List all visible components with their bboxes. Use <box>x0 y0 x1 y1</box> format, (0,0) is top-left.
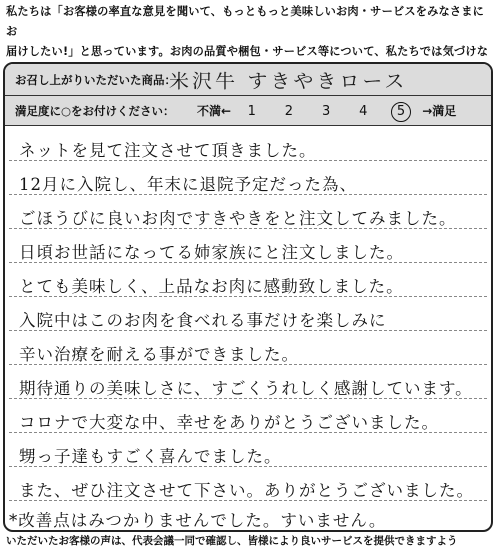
rating-option-3[interactable]: 3 <box>321 104 331 119</box>
comment-line: 12月に入院し、年末に退院予定だった為、 <box>19 175 357 194</box>
rating-option-5-selected[interactable]: 5 <box>391 102 411 122</box>
product-row <box>5 64 491 96</box>
rating-option-1[interactable]: 1 <box>247 104 256 119</box>
comment-line: コロナで大変な中、幸せをありがとうございました。 <box>19 413 439 432</box>
comment-line: 入院中はこのお肉を食べれる事だけを楽しみに <box>19 311 387 330</box>
rating-option-4[interactable]: 4 <box>359 104 368 119</box>
rating-label: 満足度に○をお付けください： <box>15 104 175 118</box>
comment-line: 辛い治療を耐える事ができました。 <box>19 345 299 364</box>
comment-line: *改善点はみつかりませんでした。すいません。 <box>9 511 387 530</box>
product-value: 米沢牛 すきやきロース <box>169 69 408 93</box>
comment-line: ごほうびに良いお肉ですきやきをと注文してみました。 <box>19 209 457 228</box>
rating-row <box>5 96 491 126</box>
rating-option-2[interactable]: 2 <box>284 104 294 119</box>
comment-line: ネットを見て注文させて頂きました。 <box>19 141 317 160</box>
footer-text: いただいたお客様の声は、代表会議一同で確認し、皆様により良いサービスを提供できますよう <box>6 535 458 547</box>
intro-line: 私たちは「お客様の率直な意見を聞いて、もっともっと美味しいお肉・サービスをみなさまにお <box>6 5 485 38</box>
product-label: お召し上がりいただいた商品： <box>15 73 176 87</box>
rating-scale <box>197 102 456 122</box>
scale-low-label: 不満← <box>197 104 232 118</box>
comment-line: 期待通りの美味しさに、すごくうれしく感謝しています。 <box>19 379 473 398</box>
comment-line: また、ぜひ注文させて下さい。ありがとうございました。 <box>19 481 474 500</box>
intro-line: 届けしたい!」と思っています。お肉の品質や梱包・サービス等について、私たちでは気づけな <box>6 45 489 58</box>
feedback-form <box>3 62 493 532</box>
scale-high-label: →満足 <box>422 104 457 118</box>
comment-area <box>5 126 491 532</box>
comment-line: とても美味しく、上品なお肉に感動致しました。 <box>19 277 404 296</box>
comment-line: 日頃お世話になってる姉家族にと注文しました。 <box>19 243 404 262</box>
comment-line: 甥っ子達もすごく喜んでました。 <box>19 447 282 466</box>
